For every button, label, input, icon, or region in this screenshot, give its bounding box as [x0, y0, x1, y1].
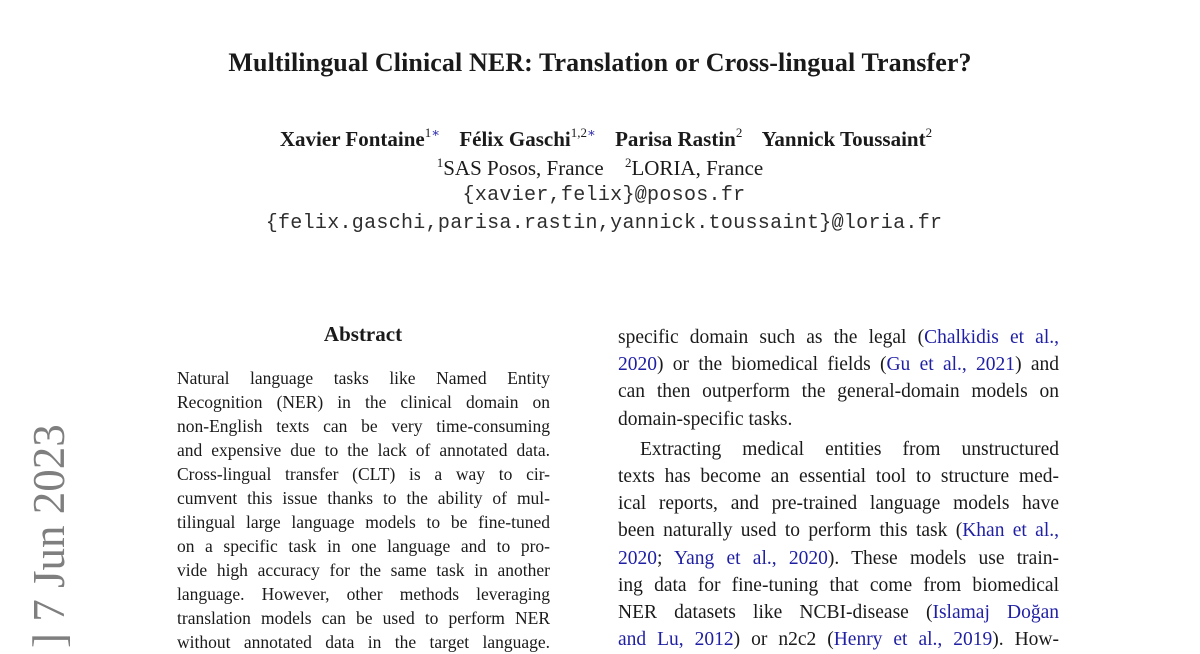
body-line: specific domain such as the legal (Chalkidis et al.,: [618, 327, 1059, 348]
abstract-line: non-English texts can be very time-consuming: [177, 416, 550, 436]
citation-link[interactable]: 2020: [618, 354, 657, 376]
body-line: been naturally used to perform this task (Khan et al.,: [618, 520, 1059, 542]
body-line: can then outperform the general-domain models on: [618, 381, 1059, 403]
citation-link[interactable]: Henry et al., 2019: [833, 629, 993, 651]
author-list: [0, 126, 1200, 152]
abstract-line: Recognition (NER) in the clinical domain on: [177, 392, 550, 412]
author-name: Xavier Fontaine$^{1∗}$: [279, 125, 441, 151]
right-column-body: [618, 324, 1059, 653]
abstract-line: and expensive due to the lack of annotated data.: [177, 440, 550, 460]
body-line: domain-specific tasks.: [618, 408, 793, 430]
abstract-line: translation models can be used to perform NER: [177, 608, 550, 628]
body-line: ing data for fine-tuning that come from biomedical: [618, 574, 1059, 596]
citation-link[interactable]: Chalkidis et al.,: [924, 327, 1059, 348]
citation-link[interactable]: 2020: [618, 547, 657, 569]
affiliation: $^2$LORIA, France: [624, 155, 764, 180]
abstract-line: tilingual large language models to be fine-tuned: [177, 512, 550, 532]
abstract-line: Natural language tasks like Named Entity: [177, 368, 550, 388]
body-line: 2020; Yang et al., 2020). These models use train-: [618, 547, 1059, 569]
citation-link[interactable]: Gu et al., 2021: [886, 354, 1016, 376]
abstract-heading: Abstract: [323, 322, 403, 346]
abstract-line: Cross-lingual transfer (CLT) is a way to cir-: [177, 464, 550, 484]
arxiv-margin-stamp: ] 7 Jun 2023: [24, 424, 74, 648]
abstract-line: on a specific task in one language and to pro-: [177, 536, 550, 556]
abstract-line: language. However, other methods leveraging: [177, 584, 550, 604]
author-name: Parisa Rastin$^2$: [615, 125, 743, 151]
body-line: and Lu, 2012) or n2c2 (Henry et al., 2019). How-: [618, 629, 1059, 651]
paper-title: Multilingual Clinical NER: Translation or Cross-lingual Transfer?: [228, 48, 972, 77]
citation-link[interactable]: Yang et al., 2020: [673, 547, 828, 569]
body-line: ical reports, and pre-trained language models have: [618, 493, 1059, 515]
author-name: Félix Gaschi$^{1,2∗}$: [459, 125, 596, 151]
author-name: Yannick Toussaint$^2$: [761, 125, 933, 151]
affiliation-list: [0, 155, 1200, 181]
affiliation: $^1$SAS Posos, France: [436, 155, 604, 180]
abstract-line: cumvent this issue thanks to the ability of mul-: [177, 488, 550, 508]
abstract-body: [177, 366, 550, 654]
citation-link[interactable]: Islamaj Doğan: [932, 601, 1060, 623]
abstract-line: vide high accuracy for the same task in another: [177, 560, 550, 580]
email-line[interactable]: {felix.gaschi,parisa.rastin,yannick.toussaint}@loria.fr: [265, 212, 943, 235]
body-line: texts has become an essential tool to structure med-: [618, 465, 1059, 487]
email-line[interactable]: {xavier,felix}@posos.fr: [462, 184, 746, 207]
body-line: 2020) or the biomedical fields (Gu et al., 2021) and: [618, 354, 1059, 376]
body-line: Extracting medical entities from unstructured: [640, 438, 1059, 460]
abstract-line: without annotated data in the target language.: [177, 632, 550, 652]
citation-link[interactable]: Khan et al.,: [962, 520, 1059, 542]
body-line: NER datasets like NCBI-disease (Islamaj Doğan: [618, 601, 1060, 623]
citation-link[interactable]: and Lu, 2012: [618, 629, 734, 651]
